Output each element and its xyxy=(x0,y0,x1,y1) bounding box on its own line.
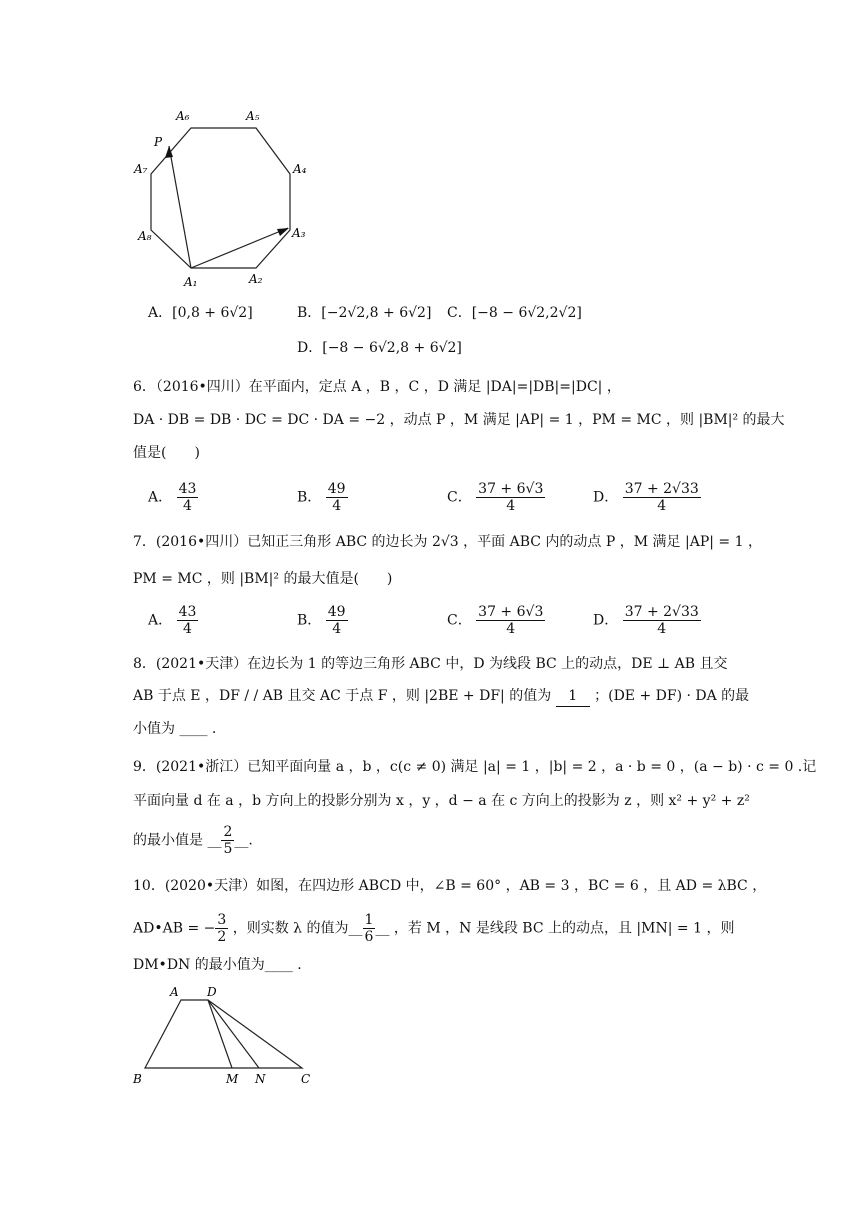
q8-answer-1: 1 xyxy=(556,686,590,707)
q10-line-1: 10．(2020•天津）如图，在四边形 ABCD 中，∠B = 60° ，AB = 3 ，BC = 6 ，且 AD = λBC ， xyxy=(133,878,767,894)
label-a7: A₇ xyxy=(134,162,148,176)
label-a3: A₃ xyxy=(292,226,306,240)
q6-line-3: 值是( ) xyxy=(133,445,200,461)
q6-option-b: B． $\frac{49}{4}$ xyxy=(297,481,346,514)
q5-option-d: D．[−8 − 6√2,8 + 6√2] xyxy=(297,340,462,356)
q5-option-b: B．[−2√2,8 + 6√2] xyxy=(297,305,432,321)
q6-option-a: A． $\frac{43}{4}$ xyxy=(148,481,197,514)
q10-line-3: DM•DN 的最小值为____ . xyxy=(133,957,302,973)
label-a: A xyxy=(170,985,179,999)
q9-answer: $\frac{2}{5}$ xyxy=(223,824,233,857)
q7-option-b: B． $\frac{49}{4}$ xyxy=(297,604,346,637)
trapezoid-figure xyxy=(125,980,325,1090)
q10-line-2: AD•AB = − $\frac{3}{2}$ ，则实数 λ 的值为__ $\frac{1}{6}$ __ ，若 M ，N 是线段 BC 上的动点，且 |MN| = 1 ，则 xyxy=(133,912,735,945)
label-d: D xyxy=(207,985,217,999)
q6-line-2: DA · DB = DB · DC = DC · DA = −2 ，动点 P ，M 满足 |AP| = 1 ，PM = MC ，则 |BM|² 的最大 xyxy=(133,412,785,428)
q6-line-1: 6．（2016•四川）在平面内，定点 A ，B ，C ，D 满足 |DA|=|DB|=|DC| ， xyxy=(133,379,621,395)
q10-answer-lambda: $\frac{1}{6}$ xyxy=(364,912,374,945)
label-p: P xyxy=(154,135,163,149)
q9-line-3: 的最小值是 __ $\frac{2}{5}$ __. xyxy=(133,824,253,857)
q7-option-c: C． $\frac{37 + 6√3}{4}$ xyxy=(447,604,544,637)
label-m: M xyxy=(226,1072,239,1086)
q5-option-a: A．[0,8 + 6√2] xyxy=(148,305,253,321)
label-a6: A₆ xyxy=(176,109,190,123)
q6-option-c: C． $\frac{37 + 6√3}{4}$ xyxy=(447,481,544,514)
q7-line-1: 7．(2016•四川）已知正三角形 ABC 的边长为 2√3 ，平面 ABC 内的动点 P ，M 满足 |AP| = 1 ， xyxy=(133,534,762,550)
q8-line-3: 小值为 ____ . xyxy=(133,721,217,737)
q8-line-2: AB 于点 E ，DF / / AB 且交 AC 于点 F ，则 |2BE + DF| 的值为 1 ；(DE + DF) · DA 的最 xyxy=(133,686,749,707)
label-a8: A₈ xyxy=(138,229,152,243)
label-a2: A₂ xyxy=(249,272,263,286)
q9-line-2: 平面向量 d 在 a ，b 方向上的投影分别为 x ，y ，d − a 在 c 方向上的投影为 z ，则 x² + y² + z² xyxy=(133,793,750,809)
label-a1: A₁ xyxy=(184,275,198,289)
label-a5: A₅ xyxy=(246,109,260,123)
label-a4: A₄ xyxy=(293,162,307,176)
q5-option-c: C．[−8 − 6√2,2√2] xyxy=(447,305,582,321)
q7-option-d: D． $\frac{37 + 2√33}{4}$ xyxy=(593,604,699,637)
q9-line-1: 9．(2021•浙江）已知平面向量 a ，b ，c(c ≠ 0) 满足 |a| = 1 ，|b| = 2 ，a · b = 0 ，(a − b) · c = 0 .记 xyxy=(133,759,817,775)
q6-option-d: D． $\frac{37 + 2√33}{4}$ xyxy=(593,481,699,514)
q8-line-1: 8．(2021•天津）在边长为 1 的等边三角形 ABC 中，D 为线段 BC 上的动点，DE ⊥ AB 且交 xyxy=(133,656,728,672)
label-n: N xyxy=(255,1072,266,1086)
label-c: C xyxy=(301,1072,311,1086)
q7-option-a: A． $\frac{43}{4}$ xyxy=(148,604,197,637)
q7-line-2: PM = MC ，则 |BM|² 的最大值是( ) xyxy=(133,571,393,587)
label-b: B xyxy=(133,1072,142,1086)
octagon-figure xyxy=(125,100,325,295)
